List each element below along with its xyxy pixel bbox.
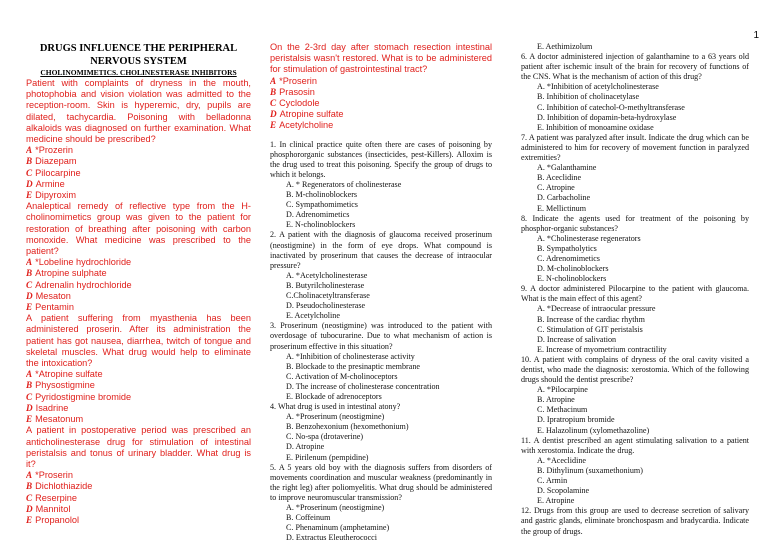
page-title: DRUGS INFLUENCE THE PERIPHERAL NERVOUS SYSTEM: [39, 43, 238, 67]
answer-option: [270, 76, 492, 87]
answer-option: C. Activation of M-cholinoceptors: [286, 371, 398, 381]
option-text: Atropine sulfate: [279, 109, 344, 120]
answer-option: E. Inhibition of monoamine oxidase: [537, 122, 654, 132]
option-text: Physostigmine: [35, 380, 95, 391]
option-letter: D: [26, 402, 33, 413]
question-text: 2. A patient with the diagnosis of glaucoma received proserinum (neostigmine) in the form of eye drops. What compound is inactivated by proserinum that causes the decrease of intraocular pressure?: [270, 230, 492, 270]
answer-option: C. Armin: [537, 476, 568, 486]
question-text: 10. A patient with complains of dryness of the oral cavity visited a dentist, who made the diagnosis: xerostomia. Which of the following drugs should the dentist prescribe?: [521, 354, 749, 385]
option-text: *Prozerin: [35, 145, 73, 156]
option-text: Pentamin: [35, 302, 74, 313]
answer-option: [270, 98, 492, 109]
column-middle: [270, 42, 492, 541]
answer-option: E. N-cholinoblockers: [286, 220, 356, 230]
answer-option: A. *Decrease of intraocular pressure: [537, 304, 656, 314]
answer-option: [270, 109, 492, 120]
answer-option: E. Increase of myometrium contractility: [537, 344, 667, 354]
option-letter: E: [26, 302, 33, 313]
option-text: Atropine sulphate: [35, 268, 107, 279]
option-letter: B: [270, 86, 277, 97]
answer-option: [26, 380, 251, 391]
answer-option: D. Pseudocholinesterase: [286, 301, 366, 311]
answer-option: E. Acetylcholine: [286, 311, 340, 321]
option-letter: C: [26, 167, 33, 178]
answer-option: C. Phenaminum (amphetamine): [286, 523, 390, 533]
answer-option: B. Inhibition of cholinacetylase: [537, 92, 640, 102]
answer-option: B. Increase of the cardiac rhythm: [537, 314, 645, 324]
page-number: 1: [753, 30, 759, 41]
option-letter: B: [26, 156, 33, 167]
answer-option: C. Methacinum: [537, 405, 588, 415]
option-text: Mesatonum: [35, 414, 84, 425]
answer-option: C.Cholinacetyltransferase: [286, 291, 370, 301]
answer-option: D. Adrenomimetics: [286, 210, 350, 220]
answer-option: [26, 302, 251, 313]
answer-option: [26, 470, 251, 481]
answer-option: A. * Regenerators of cholinesterase: [286, 180, 402, 189]
answer-option: D. Scopolamine: [537, 486, 590, 496]
option-letter: B: [26, 380, 33, 391]
option-text: Diazepam: [35, 156, 77, 167]
option-text: *Proserin: [35, 470, 73, 481]
answer-option: [26, 403, 251, 414]
answer-option: E. Blockade of adrenoceptors: [286, 391, 382, 401]
answer-option: C. Atropine: [537, 183, 575, 193]
question-text: 7. A patient was paralyzed after insult. Indicate the drug which can be administered to him for recovery of movement function in paralyzed extremities?: [521, 132, 749, 163]
answer-option: [26, 257, 251, 268]
answer-option: B. Blockade to the presinaptic membrane: [286, 361, 420, 371]
option-text: *Lobeline hydrochloride: [35, 257, 132, 268]
option-text: Cyclodole: [279, 98, 320, 109]
question-text: 4. What drug is used in intestinal atony?: [270, 402, 401, 412]
option-letter: A: [270, 75, 277, 86]
option-text: Prasosin: [279, 86, 315, 97]
option-text: Propanolol: [35, 514, 80, 525]
answer-option: [26, 504, 251, 515]
answer-option: C. Stimulation of GIT peristalsis: [537, 324, 643, 334]
option-text: Pilocarpine: [35, 167, 81, 178]
answer-option: D. Increase of salivation: [537, 334, 617, 344]
answer-option: B. M-cholinoblockers: [286, 190, 358, 200]
answer-option: B. Dithylinum (suxamethonium): [537, 465, 643, 475]
option-letter: A: [26, 145, 33, 156]
answer-option: A. *Acetylcholinesterase: [286, 270, 368, 280]
question-text: 3. Proserinum (neostigmine) was introduced to the patient with overdosage of tubocurarine. Due to what mechanism of action is proserinum effective in this situation?: [270, 321, 492, 351]
answer-option: E. Pirilenum (pempidine): [286, 452, 369, 462]
answer-option: E. Halazolinum (xylomethazoline): [537, 425, 650, 435]
answer-option: [26, 481, 251, 492]
answer-option: B. Sympatholytics: [537, 243, 597, 253]
question-text: 8. Indicate the agents used for treatment of the poisoning by phosphor-organic substances?: [521, 213, 749, 233]
option-letter: E: [26, 190, 33, 201]
question-text: 11. A dentist prescribed an agent stimulating salivation to a patient with xerostomia. Indicate the drug.: [521, 435, 749, 455]
answer-option: D. Ipratropium bromide: [537, 415, 615, 425]
answer-option: D. M-cholinoblockers: [537, 264, 609, 274]
answer-option: [26, 515, 251, 526]
answer-option: E. N-cholinoblockers: [537, 274, 607, 284]
answer-option: C. Sympathomimetics: [286, 200, 358, 210]
answer-option: [270, 87, 492, 98]
answer-option: [26, 369, 251, 380]
answer-option: [26, 268, 251, 279]
answer-option: D. Carbacholine: [537, 193, 591, 203]
question-list: [270, 140, 492, 541]
question-text: 9. A doctor administered Pilocarpine to the patient with glaucoma. What is the main effect of this agent?: [521, 284, 749, 304]
answer-option: E. Atropine: [537, 496, 575, 506]
option-letter: C: [270, 98, 277, 109]
option-letter: E: [270, 120, 277, 131]
question-text: 6. A doctor administered injection of galanthamine to a 63 years old patient after ischemic insult of the brain for recovery of functions of the CNS. What is the mechanism of action of this drug?: [521, 52, 749, 82]
answer-option: [26, 392, 251, 403]
option-text: *Atropine sulfate: [35, 369, 103, 380]
question-list: [521, 42, 749, 537]
answer-option: [26, 280, 251, 291]
option-text: Dipyroxim: [35, 190, 76, 201]
answer-option: E. Aethimizolum: [537, 42, 593, 51]
question-text: 1. In clinical practice quite often there are cases of poisoning by phosphororganic substances (insecticides, pest-Killers). Alloxim is the drug used to treat this poisoning. Specify the group of drugs to which it belongs.: [270, 139, 492, 179]
answer-option: C. Inhibition of catechol-O-methyltransferase: [537, 102, 685, 112]
option-text: Isadrine: [35, 402, 69, 413]
answer-option: D. The increase of cholinesterase concentration: [286, 381, 440, 391]
option-letter: D: [270, 109, 277, 120]
question-text: Analeptical remedy of reflective type from the H-cholinomimetics group was given to the patient for restoration of breathing after poisoning with carbon monoxide. What medicine was prescribed to the patient?: [26, 201, 251, 257]
question-text: A patient suffering from myasthenia has been administered proserin. After its administration the patient has got nausea, diarrhea, twitch of tongue and skeletal muscles. What drug would help to eliminate the intoxication?: [26, 313, 251, 369]
answer-option: B. Butyrilcholinesterase: [286, 280, 365, 290]
question-text: On the 2-3rd day after stomach resection intestinal peristalsis wasn't restored. What is to be administered for stimulation of gastrointestinal tract?: [270, 42, 492, 75]
answer-option: A. *Proserinum (neostigmine): [286, 503, 385, 512]
option-letter: A: [26, 369, 33, 380]
answer-option: B. Benzohexonium (hexomethonium): [286, 422, 409, 432]
answer-option: D. Inhibition of dopamin-beta-hydroxylase: [537, 112, 677, 122]
option-text: Adrenalin hydrochloride: [35, 279, 132, 290]
option-text: Acetylcholine: [279, 120, 334, 131]
option-letter: D: [26, 178, 33, 189]
answer-option: [26, 156, 251, 167]
option-letter: A: [26, 470, 33, 481]
answer-option: B. Aceclidine: [537, 173, 582, 183]
question-text: 5. A 5 years old boy with the diagnosis suffers from disorders of movements coordination and muscular weakness (predominantly in the right leg) after poliomyelitis. What drug should be administered to improve neuromuscular transmission?: [270, 462, 492, 502]
answer-option: [26, 493, 251, 504]
page-subtitle: CHOLINOMIMETICS. CHOLINESTERASE INHIBITORS: [40, 68, 237, 77]
question-text: A patient in postoperative period was prescribed an anticholinesterase drug for stimulation of intestinal peristalsis and tonus of urinary bladder. What drug is it?: [26, 425, 251, 469]
option-letter: A: [26, 257, 33, 268]
answer-option: D. Extractus Eleutherococci: [286, 533, 378, 541]
answer-option: B. Atropine: [537, 395, 575, 405]
answer-option: [26, 168, 251, 179]
answer-option: D. Atropine: [286, 442, 325, 452]
option-text: *Proserin: [279, 75, 317, 86]
option-letter: B: [26, 268, 33, 279]
option-letter: C: [26, 492, 33, 503]
answer-option: [26, 145, 251, 156]
option-letter: E: [26, 514, 33, 525]
answer-option: A. *Inhibition of acetylcholinesterase: [537, 82, 659, 92]
answer-option: B. Coffeinum: [286, 513, 331, 523]
option-letter: C: [26, 391, 33, 402]
option-text: Mannitol: [35, 503, 71, 514]
question-text: Patient with complaints of dryness in the mouth, photophobia and vision violation was admitted to the reception-room. Skin is hyperemic, dry, pupils are dilated, tachycardia. Poisoning with belladonna alkaloids was diagnosed on further examination. What medicine should be prescribed?: [26, 78, 251, 145]
option-text: Armine: [35, 178, 65, 189]
answer-option: A. *Galanthamine: [537, 163, 597, 173]
answer-option: A. *Pilocarpine: [537, 385, 588, 395]
answer-option: A. *Inhibition of cholinesterase activity: [286, 351, 415, 361]
answer-option: A. *Cholinesterase regenerators: [537, 233, 641, 243]
option-text: Reserpine: [35, 492, 78, 503]
option-letter: B: [26, 481, 33, 492]
option-letter: D: [26, 503, 33, 514]
option-text: Pyridostigmine bromide: [35, 391, 132, 402]
answer-option: E. Mellictinum: [537, 203, 587, 213]
column-left: [26, 42, 251, 541]
option-letter: E: [26, 414, 33, 425]
option-letter: D: [26, 290, 33, 301]
answer-option: C. No-spa (drotaverine): [286, 432, 364, 442]
answer-option: C. Adrenomimetics: [537, 253, 600, 263]
option-text: Mesaton: [35, 290, 71, 301]
answer-option: [26, 190, 251, 201]
option-letter: C: [26, 279, 33, 290]
answer-option: [26, 414, 251, 425]
answer-option: [26, 179, 251, 190]
answer-option: [26, 291, 251, 302]
column-right: [521, 42, 749, 541]
red-question-list: [26, 78, 251, 526]
question-text: 12. Drugs from this group are used to decrease secretion of salivary and gastric glands, eliminate bronchospasm and bradycardia. Indicate the group of drugs.: [521, 506, 749, 536]
option-text: Dichlothiazide: [35, 481, 93, 492]
answer-option: A. *Proserinum (neostigmine): [286, 412, 385, 422]
answer-option: A. *Aceclidine: [537, 455, 586, 465]
red-question-block: [270, 42, 492, 132]
answer-option: [270, 120, 492, 131]
